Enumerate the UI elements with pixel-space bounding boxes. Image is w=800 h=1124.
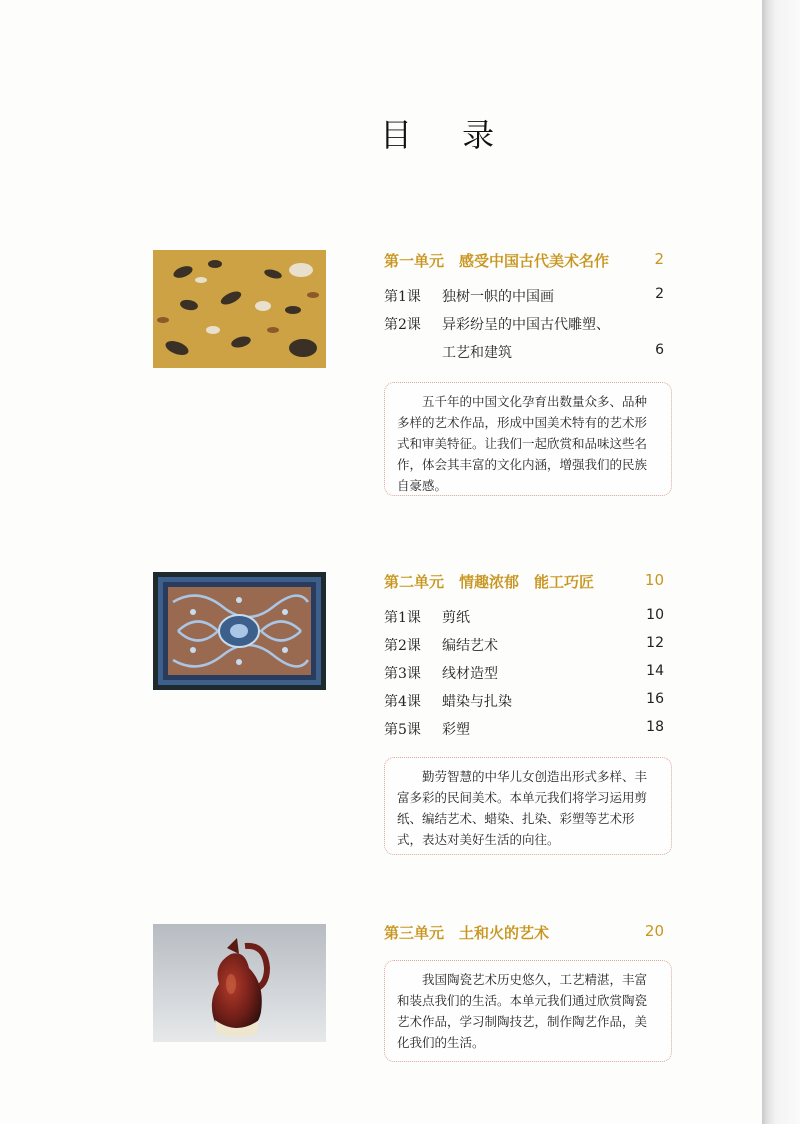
unit1-page-number: 2 (654, 250, 664, 268)
unit1-painting-image (153, 250, 326, 368)
unit1-lesson1[interactable]: 第1课 独树一帜的中国画 2 (384, 286, 664, 305)
unit1-summary-box: 五千年的中国文化孕育出数量众多、品种多样的艺术作品，形成中国美术特有的艺术形式和审美特征。让我们一起欣赏和品味这些名作，体会其丰富的文化内涵，增强我们的民族自豪感。 (384, 382, 672, 496)
unit2-lesson2[interactable]: 第2课 编结艺术 12 (384, 635, 664, 654)
page-title: 目 录 (380, 116, 515, 154)
unit1-heading[interactable]: 第一单元 感受中国古代美术名作 2 (384, 250, 664, 270)
unit3-heading[interactable]: 第三单元 土和火的艺术 20 (384, 922, 664, 942)
unit1-lesson1-page: 2 (655, 286, 664, 302)
unit2-page-number: 10 (644, 571, 664, 589)
page-edge-shadow (762, 0, 800, 1124)
unit2-heading[interactable]: 第二单元 情趣浓郁 能工巧匠 10 (384, 571, 664, 591)
unit3-page-number: 20 (644, 922, 664, 940)
unit3-ceramic-image (153, 924, 326, 1042)
unit3-summary-box: 我国陶瓷艺术历史悠久，工艺精湛，丰富和装点我们的生活。本单元我们通过欣赏陶瓷艺术作品，学习制陶技艺，制作陶艺作品，美化我们的生活。 (384, 960, 672, 1062)
unit2-lesson5[interactable]: 第5课 彩塑 18 (384, 719, 664, 738)
unit2-summary-box: 勤劳智慧的中华儿女创造出形式多样、丰富多彩的民间美术。本单元我们将学习运用剪纸、编结艺术、蜡染、扎染、彩塑等艺术形式，表达对美好生活的向往。 (384, 757, 672, 855)
unit1-lesson2-page: 6 (655, 342, 664, 358)
unit2-lesson1[interactable]: 第1课 剪纸 10 (384, 607, 664, 626)
unit2-carpet-image (153, 572, 326, 690)
unit2-lesson3[interactable]: 第3课 线材造型 14 (384, 663, 664, 682)
unit1-lesson2[interactable]: 第2课 异彩纷呈的中国古代雕塑、 (384, 317, 610, 333)
unit1-lesson2-continued[interactable]: 工艺和建筑 6 (442, 342, 664, 361)
unit2-lesson4[interactable]: 第4课 蜡染与扎染 16 (384, 691, 664, 710)
